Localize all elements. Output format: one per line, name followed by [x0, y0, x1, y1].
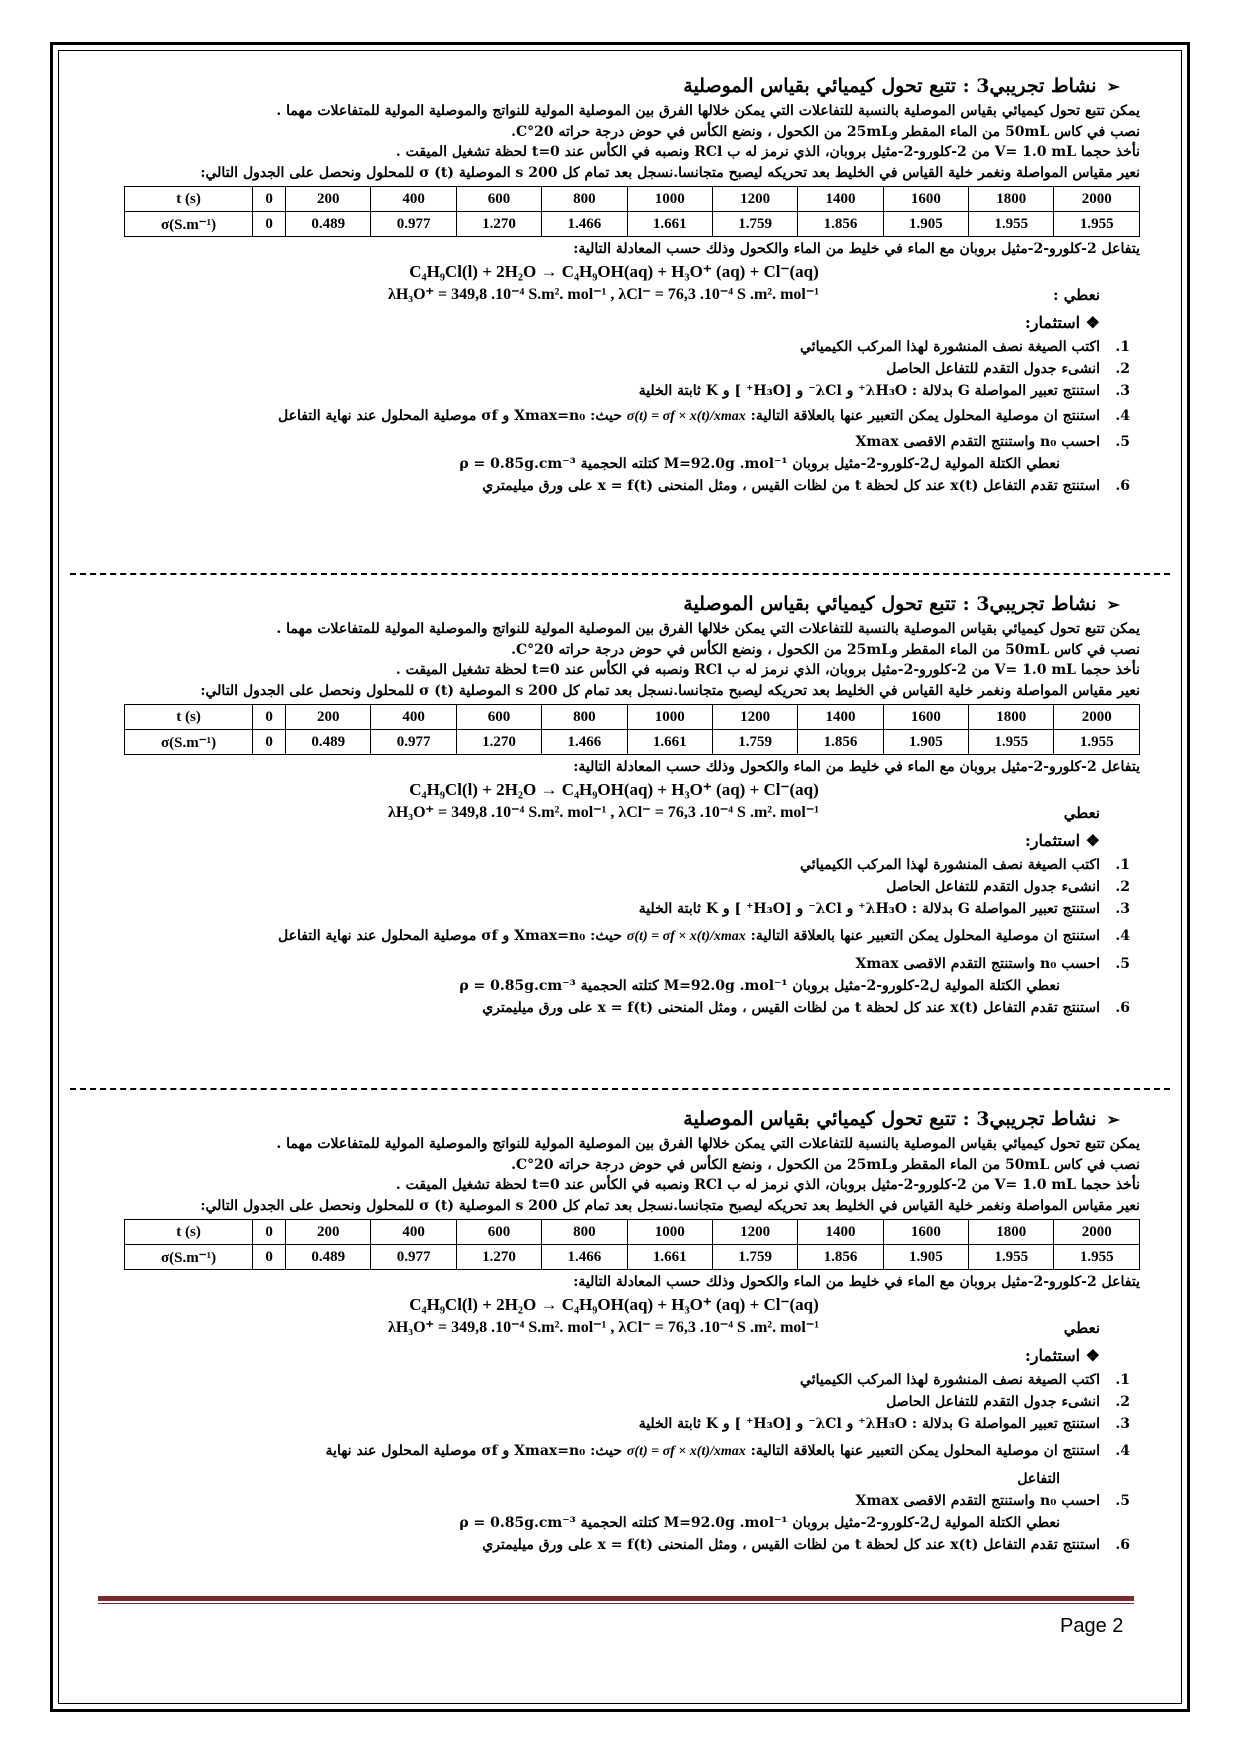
given-molar-mass: نعطي الكتلة المولية ل2-كلورو-2-مثيل بروبان M=92.0g .mol⁻¹ كتلته الحجمية ρ = 0.85g.cm⁻³: [459, 977, 1060, 994]
question-item: 4. استنتج ان موصلية المحلول يمكن التعبير عنها بالعلاقة التالية: σ(t) = σf × x(t)/xmax حيث: Xmax=n₀ و σf موصلية المحلول عند نهاية التفاعل: [277, 407, 1130, 424]
activity-section-2: [88, 590, 1140, 1019]
lambda-values: λH₃O⁺ = 349,8 .10⁻⁴ S.m². mol⁻¹ , λCl⁻ = 76,3 .10⁻⁴ S .m². mol⁻¹: [388, 803, 820, 821]
table-cell: 1.661: [627, 1245, 712, 1270]
table-cell: σ(S.m⁻¹): [125, 730, 253, 755]
reaction-equation: C₄H₉Cl(l) + 2H₂O → C₄H₉OH(aq) + H₃O⁺ (aq) + Cl⁻(aq): [409, 1294, 819, 1314]
intro-line: نعير مقياس المواصلة ونغمر خلية القياس في الخليط بعد تحريكه ليصبح متجانسا.نسجل بعد تمام كل 200 s الموصلية σ (t) للمحلول ونحصل على الجدول التالي:: [200, 682, 1140, 699]
table-cell: 1400: [798, 187, 883, 212]
table-cell: 1.955: [969, 730, 1054, 755]
table-cell: 2000: [1054, 705, 1140, 730]
given-molar-conductivities: [88, 802, 1140, 828]
question-item: 5. احسب n₀ واستنتج التقدم الاقصى Xmax: [855, 955, 1130, 972]
table-cell: 1.661: [627, 212, 712, 237]
table-cell: 1000: [627, 705, 712, 730]
reaction-equation: C₄H₉Cl(l) + 2H₂O → C₄H₉OH(aq) + H₃O⁺ (aq) + Cl⁻(aq): [409, 261, 819, 281]
table-cell: 800: [542, 187, 627, 212]
table-cell: 1600: [883, 1220, 968, 1245]
table-cell: 1.856: [798, 730, 883, 755]
question-continuation: التفاعل: [1017, 1470, 1060, 1487]
question-item: 5. احسب n₀ واستنتج التقدم الاقصى Xmax: [855, 433, 1130, 450]
table-cell: 1.270: [456, 730, 541, 755]
table-cell: 0.489: [286, 212, 371, 237]
table-cell: 200: [286, 187, 371, 212]
table-cell: 1.270: [456, 1245, 541, 1270]
activity-title: ➢نشاط تجريبي3 : تتبع تحول كيميائي بقياس الموصلية: [683, 593, 1120, 615]
activity-title: ➢نشاط تجريبي3 : تتبع تحول كيميائي بقياس الموصلية: [683, 1108, 1120, 1130]
table-cell: 1.905: [883, 212, 968, 237]
lambda-values: λH₃O⁺ = 349,8 .10⁻⁴ S.m². mol⁻¹ , λCl⁻ = 76,3 .10⁻⁴ S .m². mol⁻¹: [388, 285, 820, 303]
activity-section-3: [88, 1105, 1140, 1556]
table-cell: 0.489: [286, 730, 371, 755]
sigma-formula: σ(t) = σf × x(t)/xmax: [626, 928, 746, 944]
reaction-intro: يتفاعل 2-كلورو-2-مثيل بروبان مع الماء في خليط من الماء والكحول وذلك حسب المعادلة التالية:: [573, 759, 1140, 775]
question-list: [88, 336, 1140, 497]
table-cell: 0.489: [286, 1245, 371, 1270]
table-row-time: [125, 705, 1140, 730]
table-cell: 800: [542, 1220, 627, 1245]
istithmar-heading: ❖ استثمار:: [1024, 312, 1100, 332]
table-cell: 0: [253, 187, 286, 212]
table-cell: 0: [253, 705, 286, 730]
table-cell: 1.905: [883, 1245, 968, 1270]
intro-line: نأخذ حجما V= 1.0 mL من 2-كلورو-2-مثيل بروبان، الذي نرمز له ب RCl ونصبه في الكأس عند t=0 لحظة تشغيل الميقت .: [395, 662, 1140, 678]
table-row-sigma: [125, 212, 1140, 237]
table-cell: 600: [456, 705, 541, 730]
table-cell: 1800: [969, 187, 1054, 212]
question-item: 1. اكتب الصيغة نصف المنشورة لهذا المركب الكيميائي: [800, 1371, 1130, 1388]
table-cell: 1.466: [542, 730, 627, 755]
table-cell: 1.856: [798, 1245, 883, 1270]
table-cell: 1.270: [456, 212, 541, 237]
question-item: 3. استنتج تعبير المواصلة G بدلالة : λH₃O⁺ و λCl⁻ و [H₃O⁺ ] و K ثابتة الخلية: [638, 900, 1130, 917]
table-cell: 1.955: [1054, 1245, 1140, 1270]
intro-line: يمكن تتبع تحول كيميائي بقياس الموصلية بالنسبة للتفاعلات التي يمكن خلالها الفرق بين الموصلية المولية للنواتج والموصلية المولية للمتفاعلات مهما .: [276, 1136, 1140, 1152]
table-cell: t (s): [125, 1220, 253, 1245]
table-cell: 1.759: [712, 730, 797, 755]
table-cell: 1.905: [883, 730, 968, 755]
question-item: 2. انشىء جدول التقدم للتفاعل الحاصل: [886, 360, 1130, 377]
table-cell: 1200: [712, 1220, 797, 1245]
conductivity-table: [124, 186, 1140, 237]
question-item: 2. انشىء جدول التقدم للتفاعل الحاصل: [886, 878, 1130, 895]
intro-line: يمكن تتبع تحول كيميائي بقياس الموصلية بالنسبة للتفاعلات التي يمكن خلالها الفرق بين الموصلية المولية للنواتج والموصلية المولية للمتفاعلات مهما .: [276, 621, 1140, 637]
table-row-time: [125, 1220, 1140, 1245]
reaction-equation: C₄H₉Cl(l) + 2H₂O → C₄H₉OH(aq) + H₃O⁺ (aq) + Cl⁻(aq): [409, 779, 819, 799]
arrow-bullet-icon: ➢: [1106, 1110, 1120, 1129]
table-cell: 1600: [883, 705, 968, 730]
intro-line: نصب في كاس 50mL من الماء المقطر و25mL من الكحول ، ونضع الكأس في حوض درجة حراته 20°C.: [511, 641, 1140, 658]
table-cell: 1400: [798, 1220, 883, 1245]
arrow-bullet-icon: ➢: [1106, 595, 1120, 614]
given-molar-conductivities: [88, 1317, 1140, 1343]
table-cell: σ(S.m⁻¹): [125, 212, 253, 237]
table-cell: 1.856: [798, 212, 883, 237]
activity-section-1: [88, 72, 1140, 497]
given-molar-mass: نعطي الكتلة المولية ل2-كلورو-2-مثيل بروبان M=92.0g .mol⁻¹ كتلته الحجمية ρ = 0.85g.cm⁻³: [459, 1514, 1060, 1531]
sigma-formula: σ(t) = σf × x(t)/xmax: [626, 408, 746, 424]
table-cell: 1.661: [627, 730, 712, 755]
table-cell: t (s): [125, 187, 253, 212]
table-cell: σ(S.m⁻¹): [125, 1245, 253, 1270]
given-label: نعطي: [1063, 803, 1100, 822]
activity-title: ➢نشاط تجريبي3 : تتبع تحول كيميائي بقياس الموصلية: [683, 75, 1120, 97]
intro-line: يمكن تتبع تحول كيميائي بقياس الموصلية بالنسبة للتفاعلات التي يمكن خلالها الفرق بين الموصلية المولية للنواتج والموصلية المولية للمتفاعلات مهما .: [276, 103, 1140, 119]
question-item: 3. استنتج تعبير المواصلة G بدلالة : λH₃O⁺ و λCl⁻ و [H₃O⁺ ] و K ثابتة الخلية: [638, 382, 1130, 399]
intro-line: نصب في كاس 50mL من الماء المقطر و25mL من الكحول ، ونضع الكأس في حوض درجة حراته 20°C.: [511, 1156, 1140, 1173]
table-cell: t (s): [125, 705, 253, 730]
table-cell: 1800: [969, 1220, 1054, 1245]
table-cell: 1400: [798, 705, 883, 730]
table-cell: 0.977: [371, 730, 456, 755]
question-list: [88, 854, 1140, 1019]
table-cell: 600: [456, 1220, 541, 1245]
table-cell: 1.955: [969, 1245, 1054, 1270]
lambda-values: λH₃O⁺ = 349,8 .10⁻⁴ S.m². mol⁻¹ , λCl⁻ = 76,3 .10⁻⁴ S .m². mol⁻¹: [388, 1318, 820, 1336]
table-cell: 1.759: [712, 1245, 797, 1270]
conductivity-table: [124, 704, 1140, 755]
intro-line: نصب في كاس 50mL من الماء المقطر و25mL من الكحول ، ونضع الكأس في حوض درجة حراته 20°C.: [511, 123, 1140, 140]
istithmar-heading: ❖ استثمار:: [1024, 830, 1100, 850]
table-row-sigma: [125, 1245, 1140, 1270]
intro-line: نأخذ حجما V= 1.0 mL من 2-كلورو-2-مثيل بروبان، الذي نرمز له ب RCl ونصبه في الكأس عند t=0 لحظة تشغيل الميقت .: [395, 144, 1140, 160]
question-item: 3. استنتج تعبير المواصلة G بدلالة : λH₃O⁺ و λCl⁻ و [H₃O⁺ ] و K ثابتة الخلية: [638, 1415, 1130, 1432]
table-cell: 0: [253, 1245, 286, 1270]
table-cell: 2000: [1054, 1220, 1140, 1245]
page-number: Page 2: [1060, 1615, 1124, 1637]
footer-rule: [98, 1596, 1134, 1601]
footer-rule-thin: [98, 1603, 1134, 1604]
question-item: 2. انشىء جدول التقدم للتفاعل الحاصل: [886, 1393, 1130, 1410]
table-cell: 1000: [627, 187, 712, 212]
question-item: 4. استنتج ان موصلية المحلول يمكن التعبير عنها بالعلاقة التالية: σ(t) = σf × x(t)/xmax حيث: Xmax=n₀ و σf موصلية المحلول عند نهاية: [325, 1442, 1130, 1459]
dashed-separator: [70, 573, 1170, 575]
reaction-intro: يتفاعل 2-كلورو-2-مثيل بروبان مع الماء في خليط من الماء والكحول وذلك حسب المعادلة التالية:: [573, 1274, 1140, 1290]
question-item: 6. استنتج تقدم التفاعل x(t) عند كل لحظة t من لظات القيس ، ومثل المنحنى x = f(t) على ورق ميليمتري: [482, 1536, 1130, 1553]
question-item: 6. استنتج تقدم التفاعل x(t) عند كل لحظة t من لظات القيس ، ومثل المنحنى x = f(t) على ورق ميليمتري: [482, 477, 1130, 494]
arrow-bullet-icon: ➢: [1106, 77, 1120, 96]
given-label: نعطي: [1063, 1318, 1100, 1337]
question-item: 1. اكتب الصيغة نصف المنشورة لهذا المركب الكيميائي: [800, 338, 1130, 355]
intro-line: نعير مقياس المواصلة ونغمر خلية القياس في الخليط بعد تحريكه ليصبح متجانسا.نسجل بعد تمام كل 200 s الموصلية σ (t) للمحلول ونحصل على الجدول التالي:: [200, 164, 1140, 181]
question-item: 4. استنتج ان موصلية المحلول يمكن التعبير عنها بالعلاقة التالية: σ(t) = σf × x(t)/xmax حيث: Xmax=n₀ و σf موصلية المحلول عند نهاية التفاعل: [277, 927, 1130, 944]
table-cell: 1600: [883, 187, 968, 212]
reaction-intro: يتفاعل 2-كلورو-2-مثيل بروبان مع الماء في خليط من الماء والكحول وذلك حسب المعادلة التالية:: [573, 241, 1140, 257]
table-cell: 2000: [1054, 187, 1140, 212]
table-cell: 1.955: [969, 212, 1054, 237]
table-cell: 0.977: [371, 1245, 456, 1270]
intro-line: نعير مقياس المواصلة ونغمر خلية القياس في الخليط بعد تحريكه ليصبح متجانسا.نسجل بعد تمام كل 200 s الموصلية σ (t) للمحلول ونحصل على الجدول التالي:: [200, 1197, 1140, 1214]
table-cell: 1.466: [542, 212, 627, 237]
table-cell: 400: [371, 1220, 456, 1245]
table-cell: 0.977: [371, 212, 456, 237]
table-cell: 800: [542, 705, 627, 730]
given-molar-mass: نعطي الكتلة المولية ل2-كلورو-2-مثيل بروبان M=92.0g .mol⁻¹ كتلته الحجمية ρ = 0.85g.cm⁻³: [459, 455, 1060, 472]
table-cell: 1200: [712, 187, 797, 212]
question-item: 6. استنتج تقدم التفاعل x(t) عند كل لحظة t من لظات القيس ، ومثل المنحنى x = f(t) على ورق ميليمتري: [482, 999, 1130, 1016]
istithmar-heading: ❖ استثمار:: [1024, 1345, 1100, 1365]
question-item: 1. اكتب الصيغة نصف المنشورة لهذا المركب الكيميائي: [800, 856, 1130, 873]
dashed-separator: [70, 1088, 1170, 1090]
table-cell: 600: [456, 187, 541, 212]
table-cell: 1200: [712, 705, 797, 730]
table-cell: 1.955: [1054, 212, 1140, 237]
given-label: نعطي :: [1053, 285, 1100, 304]
question-item: 5. احسب n₀ واستنتج التقدم الاقصى Xmax: [855, 1492, 1130, 1509]
table-cell: 1.759: [712, 212, 797, 237]
table-row-sigma: [125, 730, 1140, 755]
table-cell: 0: [253, 212, 286, 237]
given-molar-conductivities: [88, 284, 1140, 310]
table-cell: 200: [286, 705, 371, 730]
table-cell: 0: [253, 1220, 286, 1245]
table-cell: 1.955: [1054, 730, 1140, 755]
intro-line: نأخذ حجما V= 1.0 mL من 2-كلورو-2-مثيل بروبان، الذي نرمز له ب RCl ونصبه في الكأس عند t=0 لحظة تشغيل الميقت .: [395, 1177, 1140, 1193]
table-row-time: [125, 187, 1140, 212]
question-list: [88, 1369, 1140, 1556]
table-cell: 400: [371, 187, 456, 212]
table-cell: 1800: [969, 705, 1054, 730]
table-cell: 200: [286, 1220, 371, 1245]
sigma-formula: σ(t) = σf × x(t)/xmax: [626, 1443, 746, 1459]
conductivity-table: [124, 1219, 1140, 1270]
table-cell: 0: [253, 730, 286, 755]
table-cell: 400: [371, 705, 456, 730]
table-cell: 1.466: [542, 1245, 627, 1270]
table-cell: 1000: [627, 1220, 712, 1245]
